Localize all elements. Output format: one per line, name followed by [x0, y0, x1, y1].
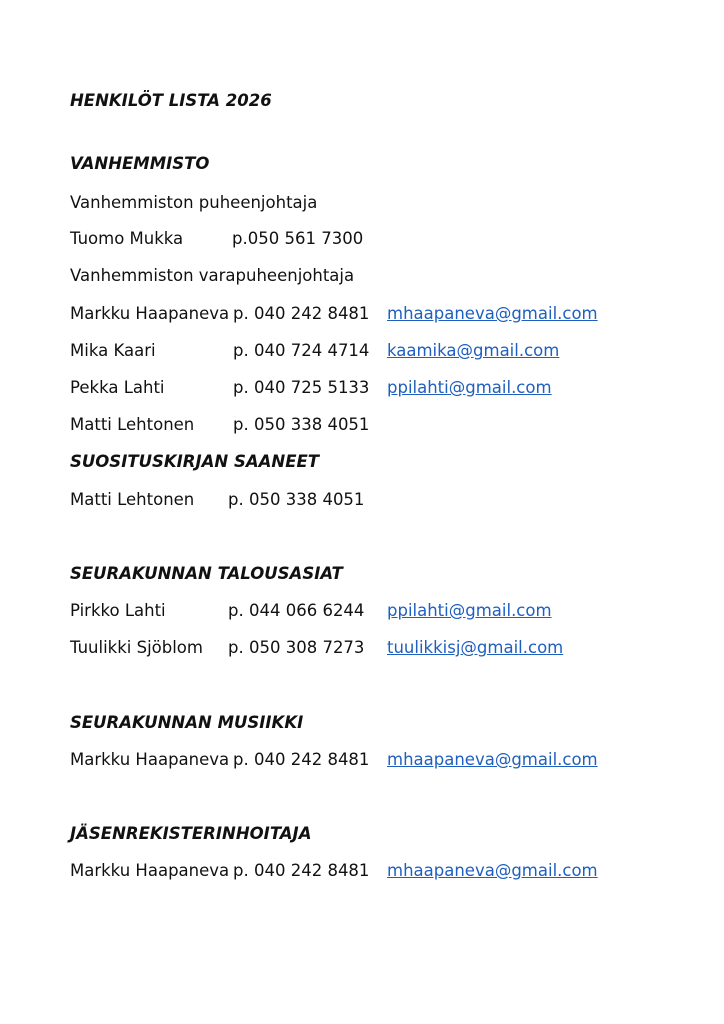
contact-name: Tuulikki Sjöblom — [70, 638, 203, 657]
contact-phone: p. 040 242 8481 — [233, 304, 370, 323]
vice-chair-role-label: Vanhemmiston varapuheenjohtaja — [70, 266, 355, 285]
contact-phone: p. 050 338 4051 — [233, 415, 370, 434]
section-heading-musiikki: SEURAKUNNAN MUSIIKKI — [70, 713, 304, 732]
contact-email-link[interactable]: mhaapaneva@gmail.com — [387, 750, 598, 769]
contact-phone: p. 050 338 4051 — [228, 490, 365, 509]
contact-name: Markku Haapaneva — [70, 861, 230, 880]
contact-email-link[interactable]: ppilahti@gmail.com — [387, 378, 552, 397]
contact-phone: p. 050 308 7273 — [228, 638, 365, 657]
section-heading-suosituskirjan: SUOSITUSKIRJAN SAANEET — [70, 452, 319, 471]
contact-phone: p. 040 242 8481 — [233, 861, 370, 880]
contact-phone: p. 040 725 5133 — [233, 378, 370, 397]
contact-name: Pirkko Lahti — [70, 601, 166, 620]
contact-email-link[interactable]: ppilahti@gmail.com — [387, 601, 552, 620]
contact-name: Markku Haapaneva — [70, 304, 230, 323]
contact-name: Mika Kaari — [70, 341, 156, 360]
contact-name: Matti Lehtonen — [70, 490, 195, 509]
document-title: HENKILÖT LISTA 2026 — [70, 91, 272, 110]
contact-phone: p.050 561 7300 — [232, 229, 364, 248]
contact-email-link[interactable]: mhaapaneva@gmail.com — [387, 861, 598, 880]
contact-phone: p. 040 724 4714 — [233, 341, 370, 360]
contact-email-link[interactable]: kaamika@gmail.com — [387, 341, 560, 360]
contact-phone: p. 040 242 8481 — [233, 750, 370, 769]
contact-name: Matti Lehtonen — [70, 415, 195, 434]
chair-role-label: Vanhemmiston puheenjohtaja — [70, 193, 318, 212]
contact-name: Markku Haapaneva — [70, 750, 230, 769]
contact-email-link[interactable]: mhaapaneva@gmail.com — [387, 304, 598, 323]
section-heading-talousasiat: SEURAKUNNAN TALOUSASIAT — [70, 564, 343, 583]
section-heading-vanhemmisto: VANHEMMISTO — [70, 154, 210, 173]
contact-phone: p. 044 066 6244 — [228, 601, 365, 620]
section-heading-jasenrekisteri: JÄSENREKISTERINHOITAJA — [70, 824, 312, 843]
contact-email-link[interactable]: tuulikkisj@gmail.com — [387, 638, 564, 657]
contact-name: Tuomo Mukka — [70, 229, 184, 248]
contact-name: Pekka Lahti — [70, 378, 165, 397]
